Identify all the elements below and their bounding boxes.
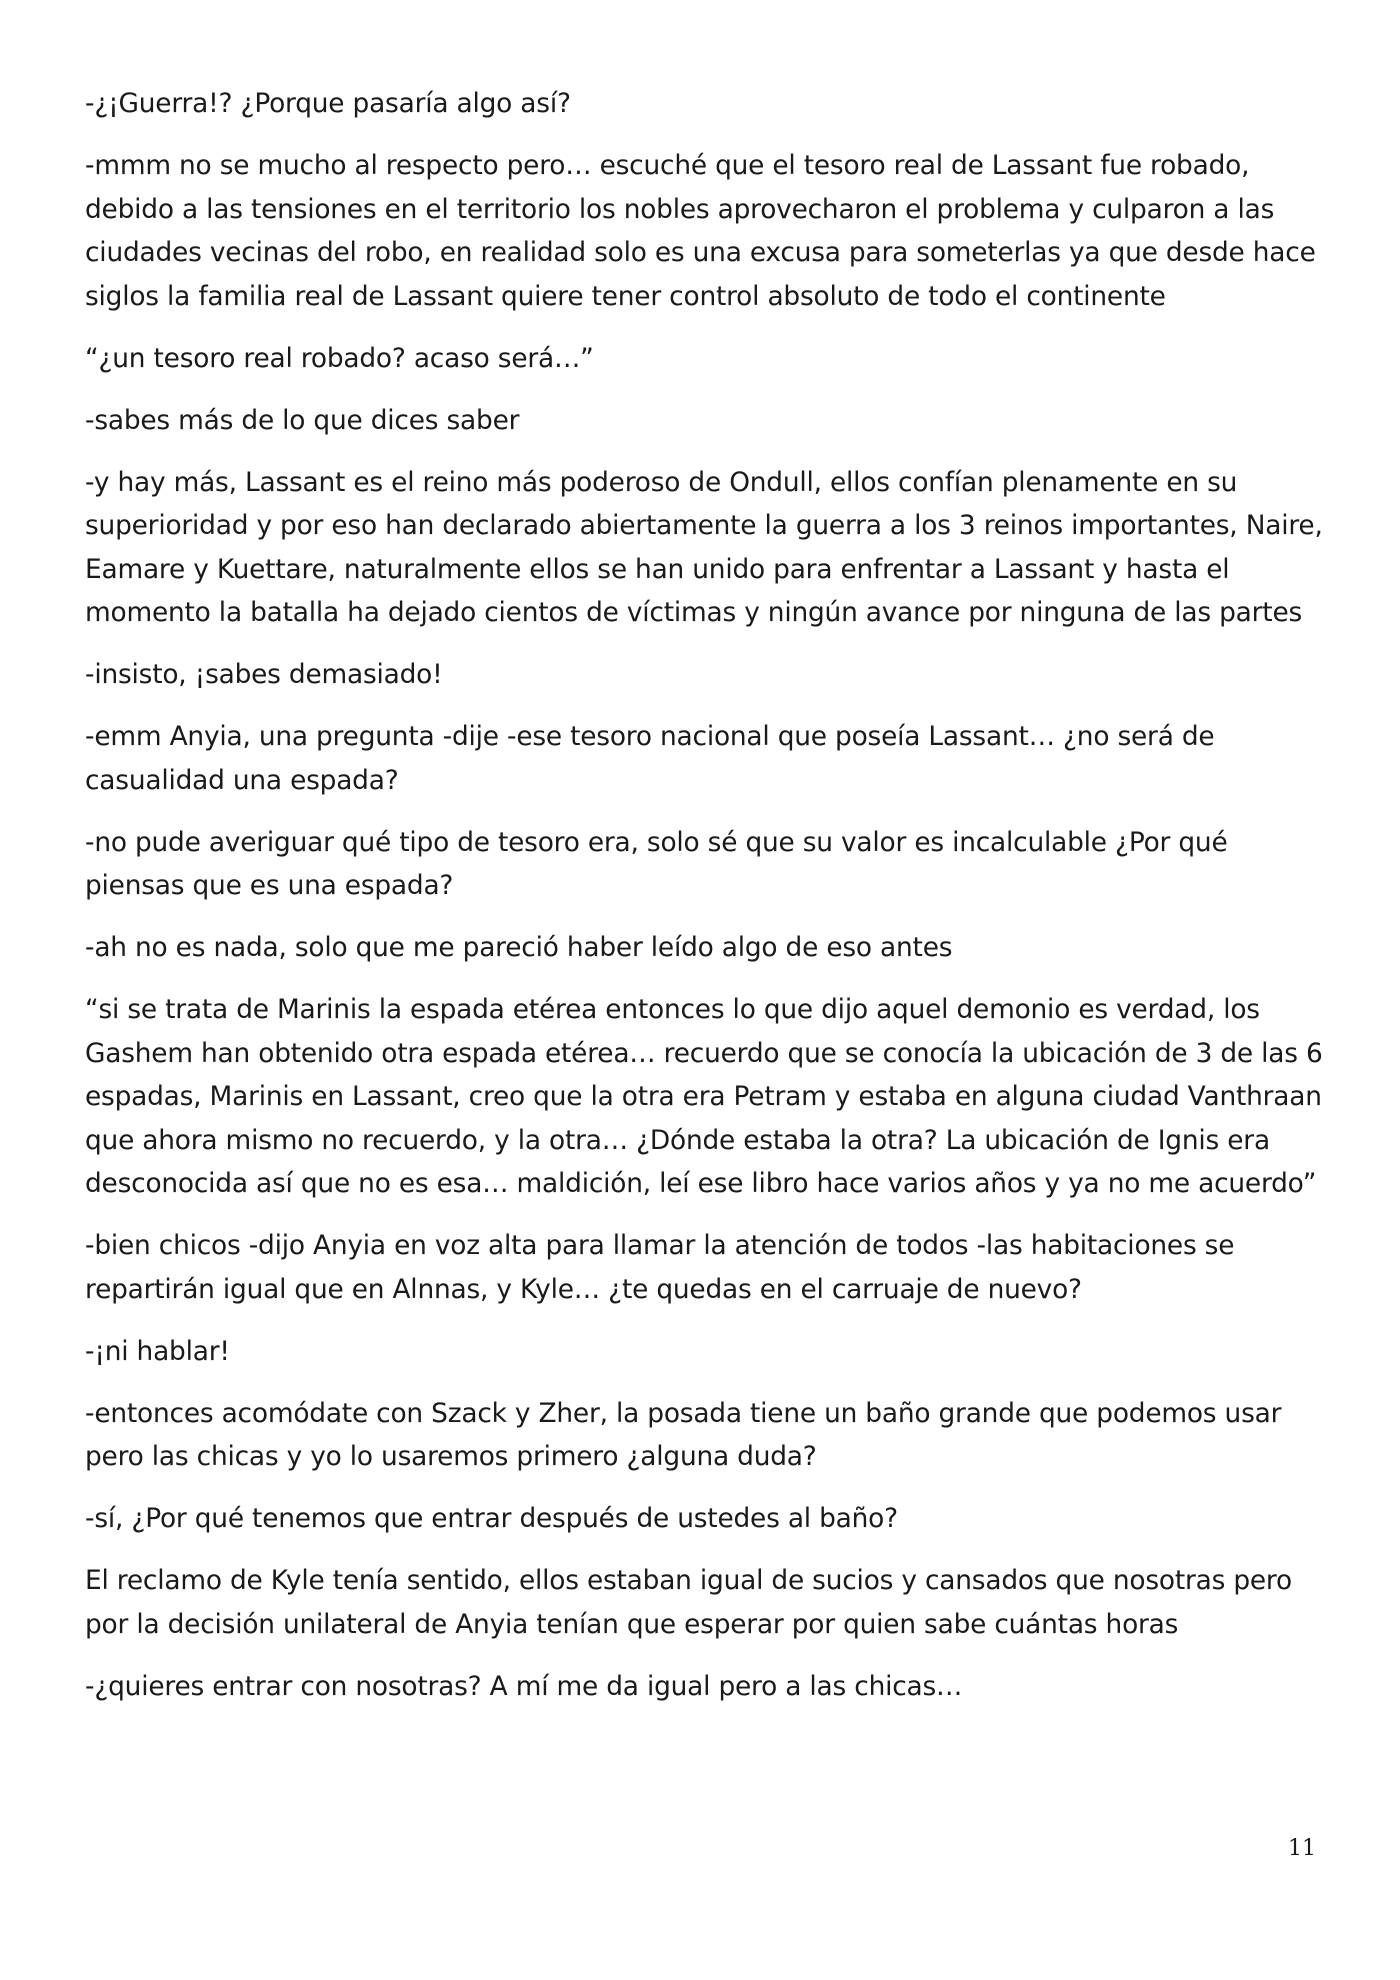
paragraph: -bien chicos -dijo Anyia en voz alta para llamar la atención de todos -las habitaciones se repartirán igual que en Alnnas, y Kyle… ¿te quedas en el carruaje de nuevo? (85, 1230, 1235, 1305)
paragraph: -entonces acomódate con Szack y Zher, la posada tiene un baño grande que podemos usar pero las chicas y yo lo usaremos primero ¿alguna duda? (85, 1397, 1282, 1472)
paragraph: -¿quieres entrar con nosotras? A mí me da igual pero a las chicas… (85, 1670, 963, 1702)
body-text (85, 82, 1330, 1727)
paragraph: El reclamo de Kyle tenía sentido, ellos estaban igual de sucios y cansados que nosotras pero por la decisión unilateral de Anyia tenían que esperar por quien sabe cuántas horas (85, 1565, 1292, 1640)
paragraph: -insisto, ¡sabes demasiado! (85, 659, 443, 690)
paragraph: “si se trata de Marinis la espada etérea entonces lo que dijo aquel demonio es verdad, los Gashem han obtenido otra espada etérea… recuerdo que se conocía la ubicación de 3 de las 6 espadas, Marinis en Lassant, creo que la otra era Petram y estaba en alguna ciudad Vanthraan que ahora mismo no recuerdo, y la otra… ¿Dónde estaba la otra? La ubicación de Ignis era desconocida así que no es esa… maldición, leí ese libro hace varios años y ya no me acuerdo” (85, 994, 1323, 1199)
paragraph: “¿un tesoro real robado? acaso será…” (85, 342, 594, 374)
paragraph: -sabes más de lo que dices saber (85, 404, 520, 436)
page-number: 11 (1288, 1836, 1316, 1861)
paragraph: -¿¡Guerra!? ¿Porque pasaría algo así? (85, 88, 571, 119)
paragraph: -y hay más, Lassant es el reino más poderoso de Ondull, ellos confían plenamente en su superioridad y por eso han declarado abiertamente la guerra a los 3 reinos importantes, Naire, Eamare y Kuettare, naturalmente ellos se han unido para enfrentar a Lassant y hasta el momento la batalla ha dejado cientos de víctimas y ningún avance por ninguna de las partes (85, 466, 1323, 628)
paragraph: -ah no es nada, solo que me pareció haber leído algo de eso antes (85, 932, 953, 963)
paragraph: -emm Anyia, una pregunta -dije -ese tesoro nacional que poseía Lassant… ¿no será de casualidad una espada? (85, 721, 1215, 796)
paragraph: -¡ni hablar! (85, 1335, 230, 1367)
paragraph: -sí, ¿Por qué tenemos que entrar después de ustedes al baño? (85, 1503, 898, 1534)
paragraph: -mmm no se mucho al respecto pero… escuché que el tesoro real de Lassant fue robado, debido a las tensiones en el territorio los nobles aprovecharon el problema y culparon a las ciudades vecinas del robo, en realidad solo es una excusa para someterlas ya que desde hace siglos la familia real de Lassant quiere tener control absoluto de todo el continente (85, 150, 1316, 312)
paragraph: -no pude averiguar qué tipo de tesoro era, solo sé que su valor es incalculable ¿Por qué piensas que es una espada? (85, 826, 1228, 901)
